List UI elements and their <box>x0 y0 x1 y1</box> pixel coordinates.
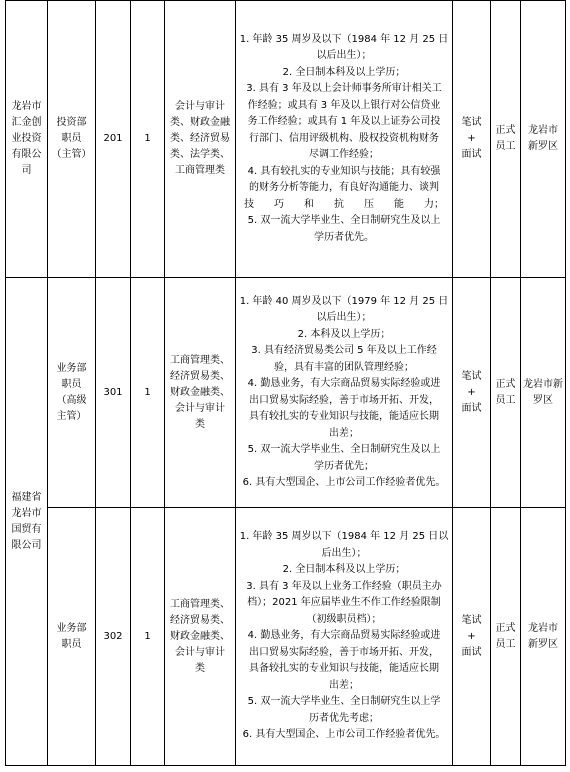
company-cell-shared: 福建省 龙岩市 国贸有 限公司 <box>6 278 48 766</box>
location-cell: 龙岩市 新罗区 <box>521 508 566 766</box>
employment-type-cell: 正式 员工 <box>491 1 521 278</box>
headcount: 1 <box>131 278 165 508</box>
location-cell: 龙岩市新 罗区 <box>521 278 566 508</box>
major-cell: 会计与审计 类、财政金融 类、经济贸易 类、法学类、 工商管理类 <box>165 1 236 278</box>
table-row <box>6 508 566 766</box>
position-cell: 投资部 职员 （主管） <box>48 1 96 278</box>
exam-cell: 笔试 + 面试 <box>453 278 491 508</box>
position-cell: 业务部 职员 （高级 主管） <box>48 278 96 508</box>
exam-cell: 笔试 + 面试 <box>453 1 491 278</box>
position-code: 302 <box>96 508 131 766</box>
position-cell: 业务部 职员 <box>48 508 96 766</box>
position-code: 301 <box>96 278 131 508</box>
company-cell: 龙岩市 汇金创 业投资 有限公 司 <box>6 1 48 278</box>
major-cell: 工商管理类、 经济贸易类、 财政金融类、 会计与审计 类 <box>165 508 236 766</box>
exam-cell: 笔试 + 面试 <box>453 508 491 766</box>
headcount: 1 <box>131 1 165 278</box>
employment-type-cell: 正式 员工 <box>491 508 521 766</box>
employment-type-cell: 正式员工 <box>491 278 521 508</box>
location-cell: 龙岩市 新罗区 <box>521 1 566 278</box>
position-code: 201 <box>96 1 131 278</box>
requirements-cell: 1. 年龄 40 周岁及以下（1979 年 12 月 25 日 以后出生）； 2. 本科及以上学历； 3. 具有经济贸易类公司 5 年及以上工作经 验，具有丰富的团队管理经验； 4. 勤恳业务，有大宗商品贸易实际经验或进 出口贸易实际经验，善于市场开拓、开发， 具有较扎实的专业知识与技能，能适应长期 出差； 5. 双一流大学毕业生、全日制研究生及以上 学历者优先； 6. 具有大型国企、上市公司工作经验者优先。 <box>236 278 453 508</box>
major-cell: 工商管理类、 经济贸易类、 财政金融类、 会计与审计 类 <box>165 278 236 508</box>
headcount: 1 <box>131 508 165 766</box>
table-row <box>6 278 566 508</box>
requirements-cell: 1. 年龄 35 周岁及以下（1984 年 12 月 25 日 以后出生）； 2. 全日制本科及以上学历； 3. 具有 3 年及以上会计师事务所审计相关工 作经验；或具有 3 年及以上银行对公信贷业 务工作经验；或具有 1 年及以上证券公司投 行部门、信用评级机构、股权投资机构财务 尽调工作经验； 4. 具有较扎实的专业知识与技能；具有较强 的财务分析等能力，有良好沟通能力、谈判 技 巧 和 抗 压 能 力； 5. 双一流大学毕业生、全日制研究生及以上 学历者优先。 <box>236 1 453 278</box>
job-table <box>5 0 566 766</box>
requirements-cell: 1. 年龄 35 周岁以下（1984 年 12 月 25 日以 后出生）； 2. 全日制本科及以上学历； 3. 具有 3 年及以上业务工作经验（职员主办 档）；2021 年应届毕业生不作工作经验限制 （初级职员档）； 4. 勤恳业务，有大宗商品贸易实际经验或进 出口贸易实际经验，善于市场开拓、开发， 具备较扎实的专业知识与技能，能适应长期 出差； 5. 双一流大学毕业生、全日制研究生以上学 历者优先考虑； 6. 具有大型国企、上市公司工作经验者优先。 <box>236 508 453 766</box>
table-row <box>6 1 566 278</box>
